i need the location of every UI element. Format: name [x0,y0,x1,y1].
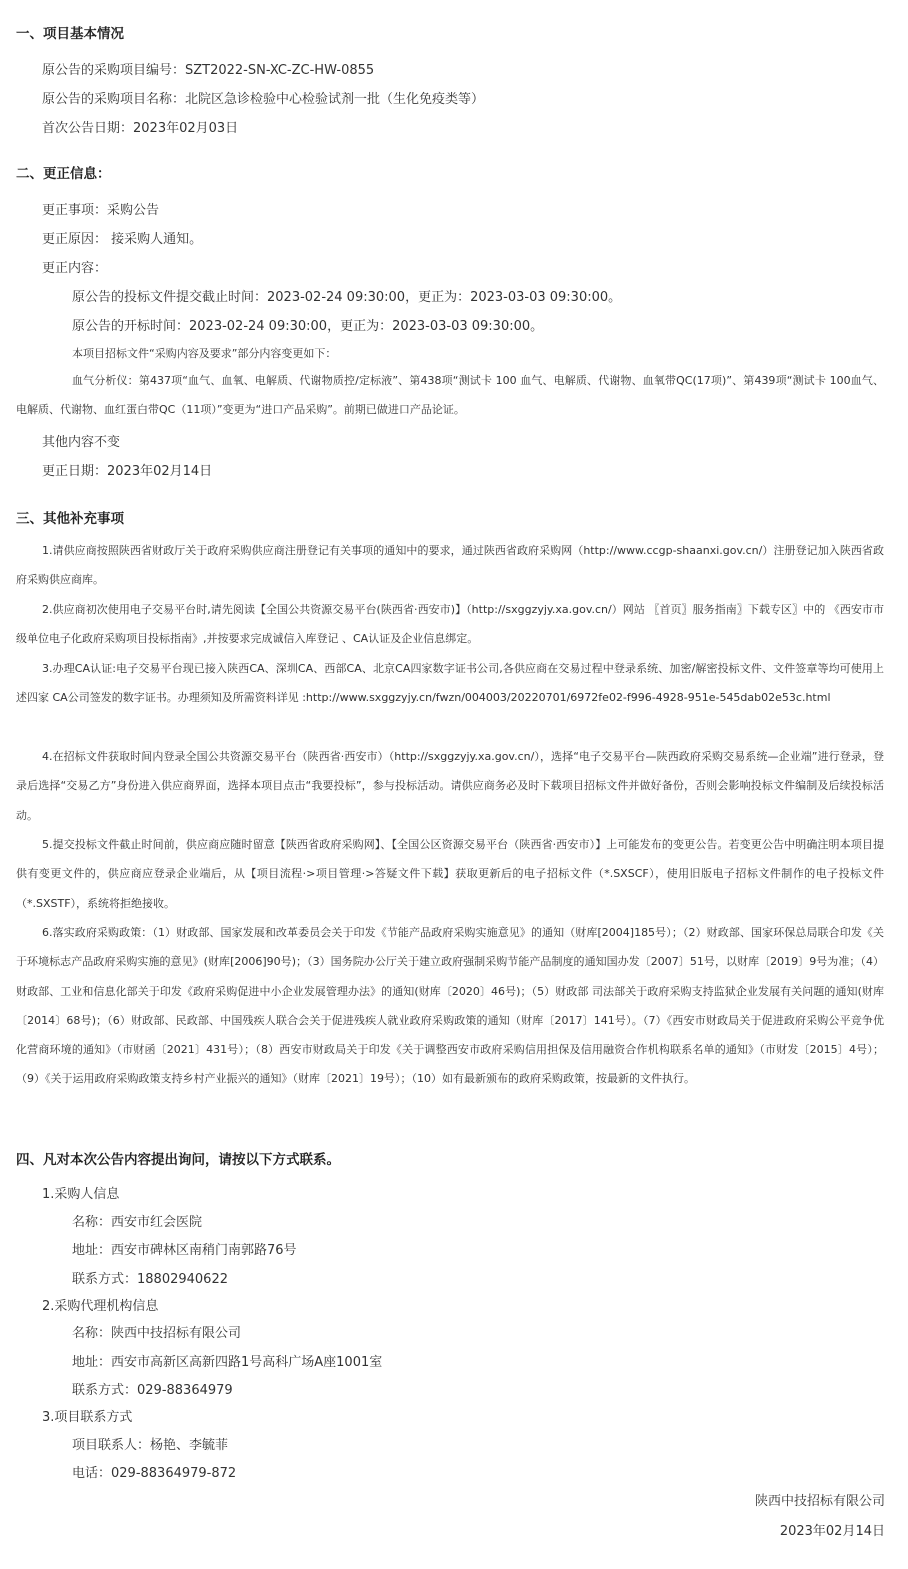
correction-matter: 更正事项：采购公告 [42,203,160,218]
first-announce-date: 首次公告日期：2023年02月03日 [42,121,239,136]
section-4-title: 四、凡对本次公告内容提出询问，请按以下方式联系。 [16,1152,340,1168]
correction-detail: 血气分析仪：第437项“血气、血氧、电解质、代谢物质控/定标液”、第438项“测试卡 100 血气、电解质、代谢物、血氧带QC(17项)”、第439项“测试卡 100血气、电解质、代谢物、血红蛋白带QC（11项）”变更为“进口产品采购”。前期已做进口产品论证。 [16,374,884,417]
supplement-1: 1.请供应商按照陕西省财政厅关于政府采购供应商注册登记有关事项的通知中的要求，通过陕西省政府采购网（http://www.ccgp-shaanxi.gov.cn/）注册登记加入陕西省政府采购供应商库。 [16,544,884,587]
footer-company: 陕西中技招标有限公司 [754,1494,885,1509]
other-content: 其他内容不变 [42,435,121,450]
project-name: 原公告的采购项目名称：北院区急诊检验中心检验试剂一批（生化免疫类等） [42,92,485,107]
supplement-4: 4.在招标文件获取时间内登录全国公共资源交易平台（陕西省·西安市）（http://sxggzyjy.xa.gov.cn/），选择“电子交易平台—陕西政府采购交易系统—企业端”进行登录，登录后选择“交易乙方”身份进入供应商界面，选择本项目点击“我要投标”，参与投标活动。请供应商务必及时下载项目招标文件并做好备份，否则会影响投标文件编制及后续投标活动。 [16,750,884,822]
project-number: 原公告的采购项目编号：SZT2022-SN-XC-ZC-HW-0855 [42,63,375,78]
agent-address: 地址：西安市高新区高新四路1号高科广场A座1001室 [72,1355,383,1370]
agent-name: 名称：陕西中技招标有限公司 [72,1326,242,1341]
project-contact-person: 项目联系人：杨艳、李毓菲 [72,1438,229,1453]
correction-content-label: 更正内容： [42,261,108,276]
project-contact-label: 3.项目联系方式 [42,1410,133,1425]
correction-deadline: 原公告的投标文件提交截止时间：2023-02-24 09:30:00，更正为：2023-03-03 09:30:00。 [72,290,622,305]
buyer-info-label: 1.采购人信息 [42,1187,120,1202]
buyer-address: 地址：西安市碑林区南稍门南郭路76号 [72,1243,297,1258]
section-3-title: 三、其他补充事项 [16,511,124,527]
section-1-title: 一、项目基本情况 [16,26,124,42]
correction-requirements: 本项目招标文件“采购内容及要求”部分内容变更如下： [72,347,337,360]
supplement-3: 3.办理CA认证:电子交易平台现已接入陕西CA、深圳CA、西部CA、北京CA四家数字证书公司,各供应商在交易过程中登录系统、加密/解密投标文件、文件签章等均可使用上述四家 CA公司签发的数字证书。办理须知及所需资料详见 :http://www.sxggzyjy.cn/fwzn/004003/20220701/6972fe02-f996-4928-951e-545dab02e53c.html [16,662,884,705]
agent-info-label: 2.采购代理机构信息 [42,1299,159,1314]
buyer-name: 名称：西安市红会医院 [72,1215,203,1230]
project-contact-phone: 电话：029-88364979-872 [72,1466,237,1481]
agent-phone: 联系方式：029-88364979 [72,1383,233,1398]
section-2-title: 二、更正信息： [16,166,111,182]
correction-reason: 更正原因： 接采购人通知。 [42,232,203,247]
buyer-phone: 联系方式：18802940622 [72,1272,228,1287]
supplement-2: 2.供应商初次使用电子交易平台时,请先阅读【全国公共资源交易平台(陕西省·西安市)】（http://sxggzyjy.xa.gov.cn/）网站 〖首页〗服务指南〗下载专区〗中的 《西安市市级单位电子化政府采购项目投标指南》,并按要求完成诚信入库登记 、CA认证及企业信息绑定。 [16,603,884,646]
correction-date: 更正日期：2023年02月14日 [42,464,213,479]
footer-date: 2023年02月14日 [779,1524,885,1539]
correction-opening-time: 原公告的开标时间：2023-02-24 09:30:00，更正为：2023-03-03 09:30:00。 [72,319,544,334]
supplement-5: 5.提交投标文件截止时间前，供应商应随时留意【陕西省政府采购网】、【全国公区资源交易平台（陕西省·西安市）】上可能发布的变更公告。若变更公告中明确注明本项目提供有变更文件的，供应商应登录企业端后，从【项目流程·>项目管理·>答疑文件下载】获取更新后的电子招标文件（*.SXSCF），使用旧版电子招标文件制作的电子投标文件（*.SXSTF），系统将拒绝接收。 [16,838,884,910]
supplement-6: 6.落实政府采购政策：（1）财政部、国家发展和改革委员会关于印发《节能产品政府采购实施意见》的通知（财库[2004]185号）；（2）财政部、国家环保总局联合印发《关于环境标志产品政府采购实施的意见》(财库[2006]90号)；（3）国务院办公厅关于建立政府强制采购节能产品制度的通知国办发〔2007〕51号，以财库〔2019〕9号为准；（4）财政部、工业和信息化部关于印发《政府采购促进中小企业发展管理办法》的通知(财库〔2020〕46号)；（5）财政部 司法部关于政府采购支持监狱企业发展有关问题的通知(财库〔2014〕68号)；（6）财政部、民政部、中国残疾人联合会关于促进残疾人就业政府采购政策的通知（财库〔2017〕141号）。（7）《西安市财政局关于促进政府采购公平竞争优化营商环境的通知》（市财函〔2021〕431号）；（8）西安市财政局关于印发《关于调整西安市政府采购信用担保及信用融资合作机构联系名单的通知》（市财发〔2015〕4号）；（9）《关于运用政府采购政策支持乡村产业振兴的通知》（财库〔2021〕19号）；（10）如有最新颁布的政府采购政策，按最新的文件执行。 [16,926,884,1086]
